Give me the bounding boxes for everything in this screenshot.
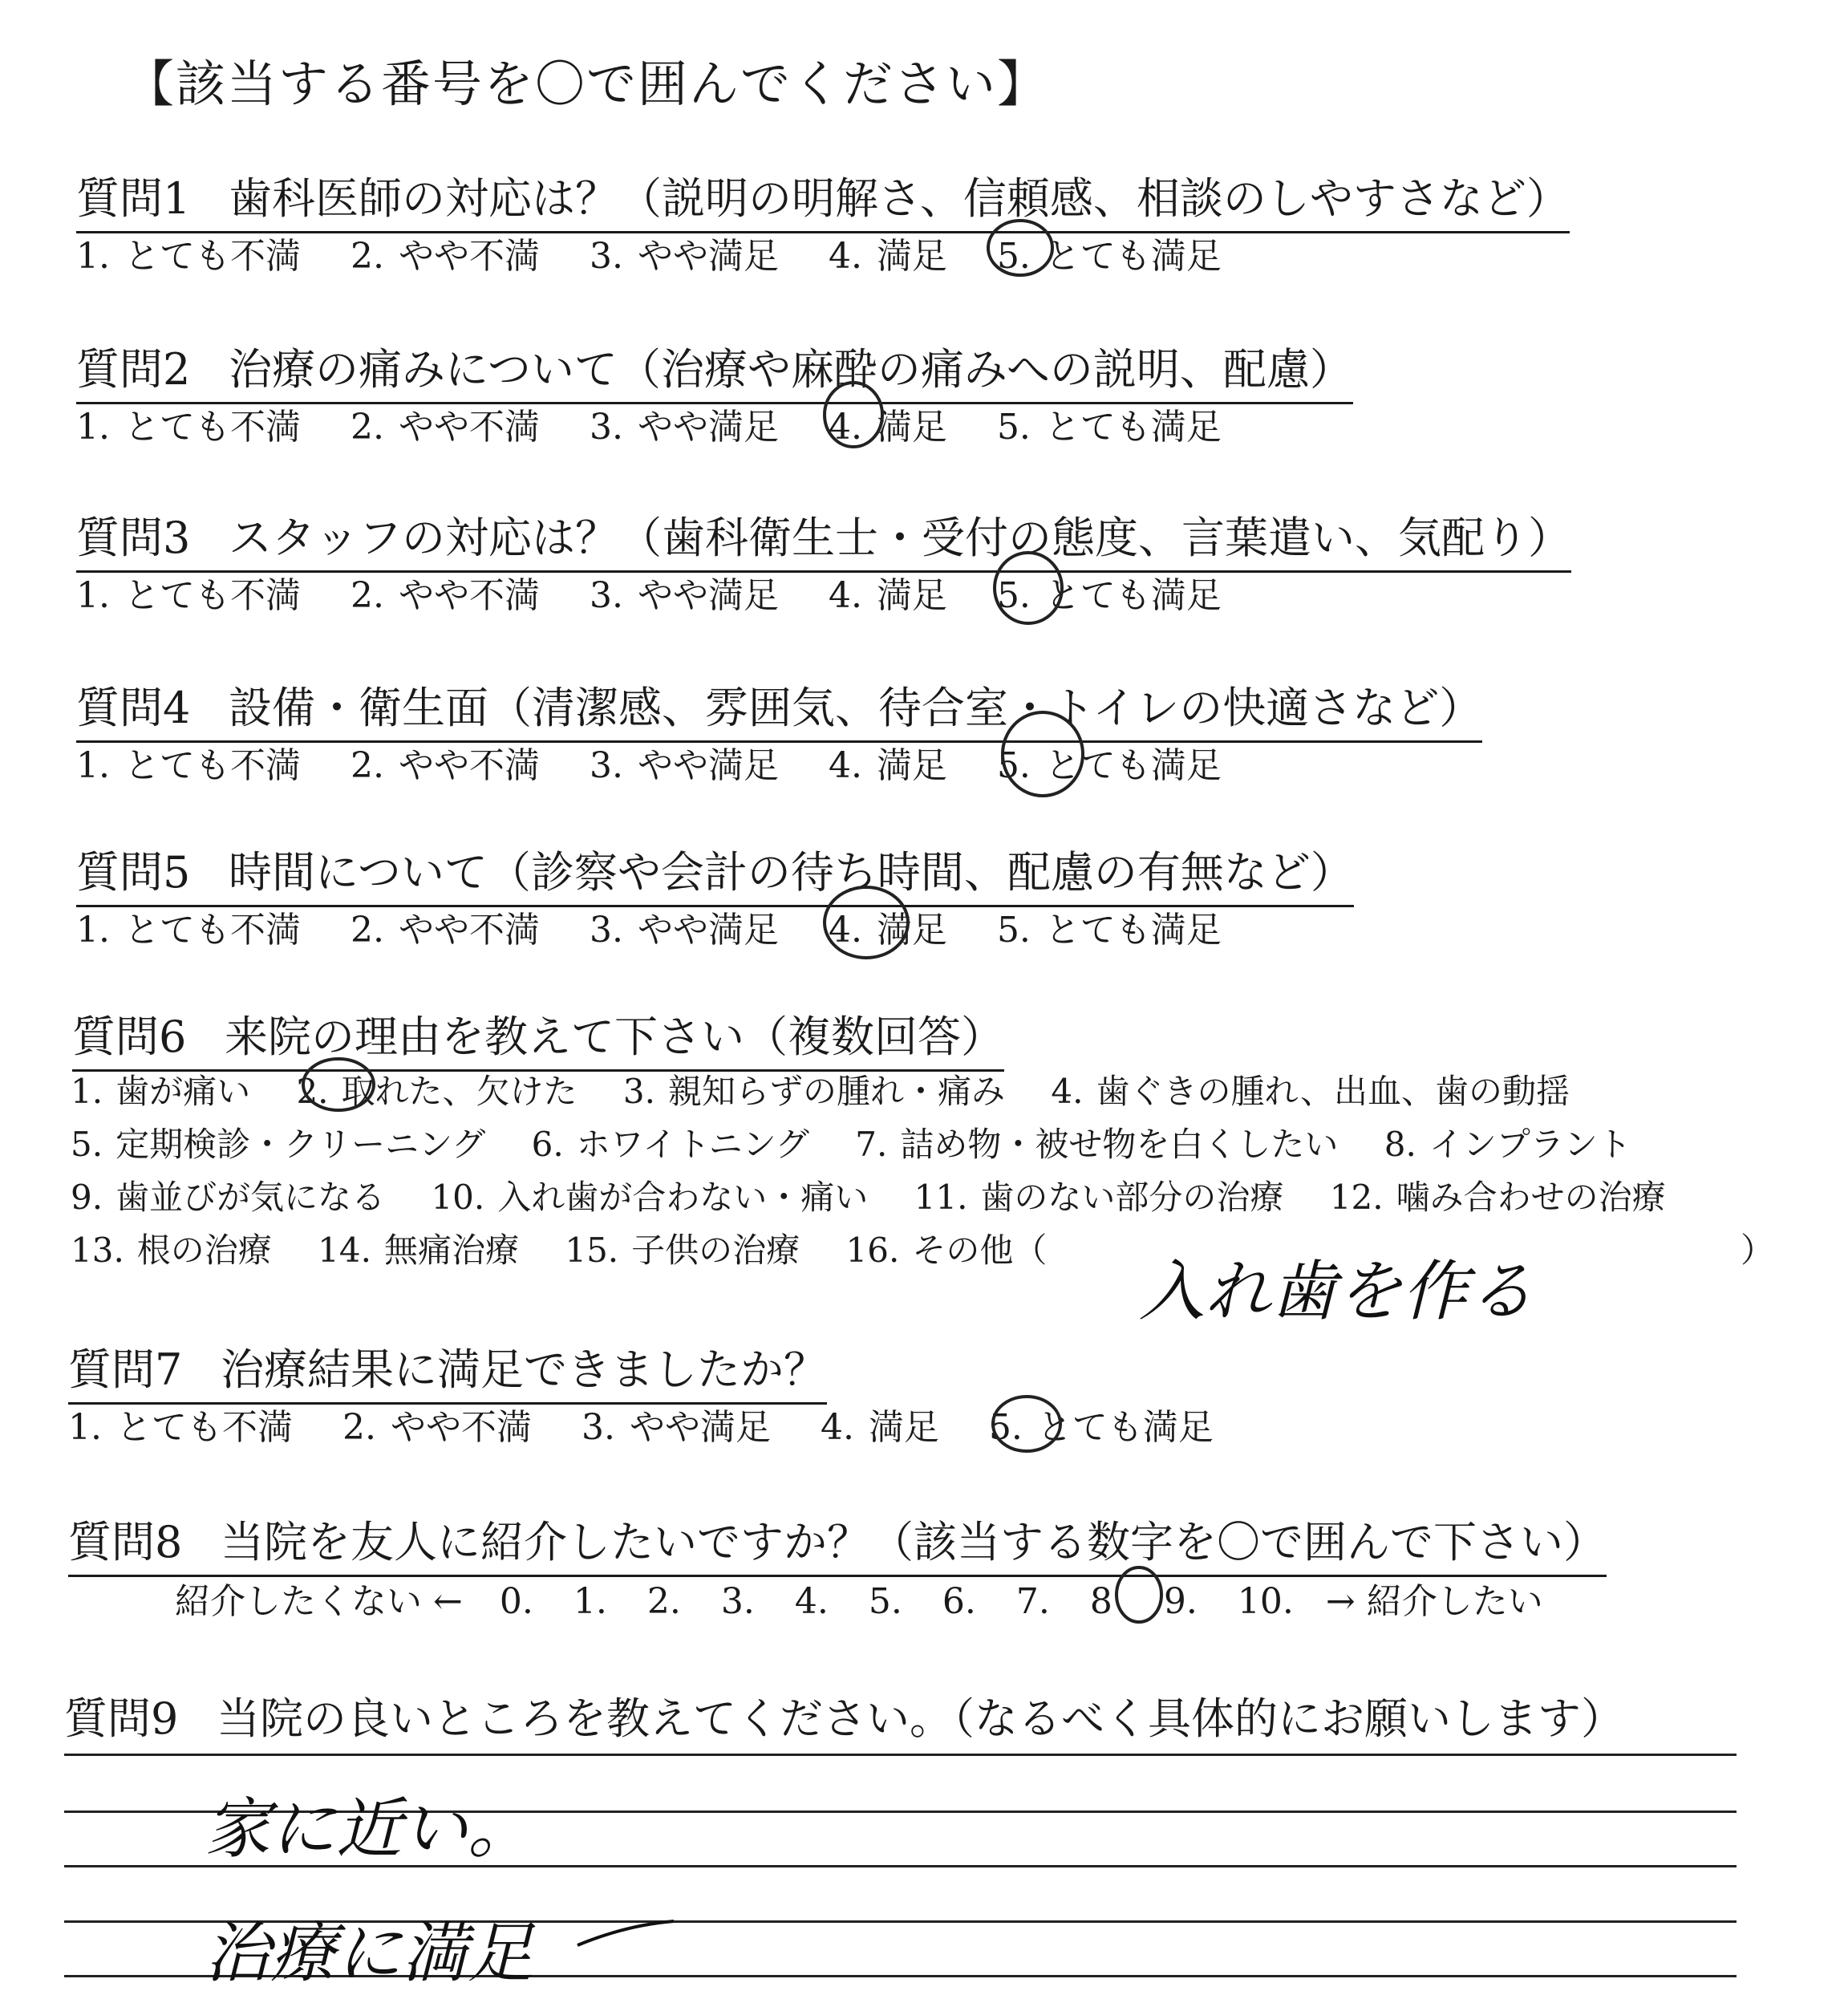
scale-1[interactable]: 1. (573, 1581, 607, 1622)
question-text: 来院の理由を教えて下さい（複数回答） (225, 1012, 1004, 1062)
q7-selection-circle (993, 1397, 1060, 1451)
scale-6[interactable]: 6. (942, 1581, 976, 1622)
question-number: 質問3 (76, 513, 191, 563)
reason-3-label[interactable]: 親知らずの腫れ・痛み (667, 1072, 1005, 1111)
question-text: 時間について（診察や会計の待ち時間、配慮の有無など） (229, 847, 1354, 898)
option-5-number[interactable]: 5. (996, 745, 1031, 786)
reason-7-number[interactable]: 7. (855, 1125, 888, 1164)
option-5-label[interactable]: とても満足 (1044, 236, 1222, 277)
question-number: 質問6 (72, 1012, 187, 1062)
question-text: 治療の痛みについて（治療や麻酔の痛みへの説明、配慮） (229, 344, 1353, 395)
option-5-label[interactable]: とても満足 (1044, 575, 1222, 616)
option-1-number[interactable]: 1. (68, 1407, 102, 1448)
option-2-label[interactable]: やや不満 (398, 910, 540, 951)
question-text: スタッフの対応は？（歯科衛生士・受付の態度、言葉遣い、気配り） (229, 513, 1571, 563)
option-3-label[interactable]: やや満足 (629, 1407, 771, 1448)
scale-10[interactable]: 10. (1237, 1581, 1294, 1622)
option-5-number[interactable]: 5. (996, 407, 1031, 448)
option-2-label[interactable]: やや不満 (398, 236, 540, 277)
option-1-label[interactable]: とても不満 (124, 910, 301, 951)
option-3-label[interactable]: やや満足 (637, 745, 779, 786)
reason-6-number[interactable]: 6. (531, 1125, 564, 1164)
option-1-number[interactable]: 1. (76, 745, 110, 786)
reason-9-label[interactable]: 歯並びが気になる (116, 1178, 386, 1217)
q1-selection-circle (988, 221, 1052, 275)
reason-11-number[interactable]: 11. (914, 1178, 968, 1217)
scale-4[interactable]: 4. (794, 1581, 829, 1622)
option-4-label[interactable]: 満足 (868, 1407, 939, 1448)
question-text: 当院を友人に紹介したいですか？（該当する数字を〇で囲んで下さい） (221, 1517, 1607, 1567)
q3-selection-circle (995, 553, 1062, 623)
option-4-label[interactable]: 満足 (876, 575, 947, 616)
option-5-label[interactable]: とても満足 (1044, 745, 1222, 786)
reason-13-label[interactable]: 根の治療 (136, 1231, 272, 1270)
reason-8-label[interactable]: インプラント (1429, 1125, 1631, 1164)
reason-7-label[interactable]: 詰め物・被せ物を白くしたい (900, 1125, 1339, 1164)
page-title: 【該当する番号を〇で囲んでください】 (124, 55, 1049, 113)
option-3-label[interactable]: やや満足 (637, 407, 779, 448)
option-2-number[interactable]: 2. (350, 910, 384, 951)
option-5-number[interactable]: 5. (996, 575, 1031, 616)
question-number: 質問5 (76, 847, 191, 898)
option-3-number[interactable]: 3. (589, 407, 623, 448)
option-1-number[interactable]: 1. (76, 407, 110, 448)
question-number: 質問1 (76, 173, 191, 224)
reason-15-label[interactable]: 子供の治療 (631, 1231, 800, 1270)
option-2-number[interactable]: 2. (342, 1407, 376, 1448)
other-handwritten-answer[interactable]: 入れ歯を作る (1139, 1254, 1534, 1330)
question-text: 治療結果に満足できましたか？ (221, 1344, 827, 1395)
reason-1-number[interactable]: 1. (71, 1072, 103, 1111)
reason-5-number[interactable]: 5. (71, 1125, 103, 1164)
reason-4-number[interactable]: 4. (1051, 1072, 1084, 1111)
option-3-number[interactable]: 3. (589, 745, 623, 786)
option-2-label[interactable]: やや不満 (398, 575, 540, 616)
option-4-number[interactable]: 4. (828, 407, 862, 448)
scale-5[interactable]: 5. (868, 1581, 902, 1622)
option-3-number[interactable]: 3. (589, 910, 623, 951)
scale-left-label: 紹介したくない ← (175, 1581, 463, 1622)
reason-9-number[interactable]: 9. (71, 1178, 103, 1217)
option-5-label[interactable]: とても満足 (1036, 1407, 1214, 1448)
option-4-number[interactable]: 4. (828, 745, 862, 786)
option-1-label[interactable]: とても不満 (124, 575, 301, 616)
question-number: 質問8 (68, 1517, 183, 1567)
option-3-label[interactable]: やや満足 (637, 575, 779, 616)
option-2-number[interactable]: 2. (350, 575, 384, 616)
q6-selection-circle (303, 1059, 374, 1110)
option-2-label[interactable]: やや不満 (390, 1407, 532, 1448)
option-5-number[interactable]: 5. (988, 1407, 1023, 1448)
q9-handwritten-answer-1[interactable]: 家に近い。 (205, 1791, 533, 1867)
reason-4-label[interactable]: 歯ぐきの腫れ、出血、歯の動揺 (1096, 1072, 1570, 1111)
question-number: 質問7 (68, 1344, 183, 1395)
question-text: 設備・衛生面（清潔感、雰囲気、待合室・トイレの快適さなど） (229, 683, 1483, 733)
scale-2[interactable]: 2. (646, 1581, 681, 1622)
reason-12-number[interactable]: 12. (1329, 1178, 1384, 1217)
option-1-number[interactable]: 1. (76, 910, 110, 951)
scale-7[interactable]: 7. (1015, 1581, 1050, 1622)
option-2-number[interactable]: 2. (350, 236, 384, 277)
option-4-label[interactable]: 満足 (876, 236, 947, 277)
option-4-label[interactable]: 満足 (876, 745, 947, 786)
reason-8-number[interactable]: 8. (1384, 1125, 1416, 1164)
reason-14-label[interactable]: 無痛治療 (383, 1231, 519, 1270)
option-5-label[interactable]: とても満足 (1044, 910, 1222, 951)
reason-11-label[interactable]: 歯のない部分の治療 (980, 1178, 1284, 1217)
q2-selection-circle (825, 383, 882, 447)
reason-10-number[interactable]: 10. (431, 1178, 485, 1217)
option-4-number[interactable]: 4. (820, 1407, 854, 1448)
reason-6-label[interactable]: ホワイトニング (576, 1125, 809, 1164)
question-number: 質問9 (64, 1693, 179, 1744)
option-1-label[interactable]: とても不満 (124, 407, 301, 448)
reason-2-label[interactable]: 取れた、欠けた (341, 1072, 578, 1111)
reason-1-label[interactable]: 歯が痛い (116, 1072, 251, 1111)
option-3-label[interactable]: やや満足 (637, 236, 779, 277)
option-1-number[interactable]: 1. (76, 236, 110, 277)
option-2-label[interactable]: やや不満 (398, 407, 540, 448)
q8-selection-circle (1116, 1567, 1161, 1622)
question-text: 当院の良いところを教えてください。（なるべく具体的にお願いします） (217, 1693, 1624, 1744)
option-1-label[interactable]: とても不満 (124, 745, 301, 786)
q4-selection-circle (1003, 712, 1083, 796)
option-3-label[interactable]: やや満足 (637, 910, 779, 951)
option-1-label[interactable]: とても不満 (124, 236, 301, 277)
reason-12-label[interactable]: 噛み合わせの治療 (1396, 1178, 1666, 1217)
option-4-label[interactable]: 満足 (876, 407, 947, 448)
reason-13-number[interactable]: 13. (71, 1231, 124, 1270)
question-number: 質問4 (76, 683, 191, 733)
other-close-paren: ） (1741, 1231, 1775, 1270)
option-5-label[interactable]: とても満足 (1044, 407, 1222, 448)
reason-2-number[interactable]: 2. (296, 1072, 329, 1111)
option-2-number[interactable]: 2. (350, 745, 384, 786)
option-1-number[interactable]: 1. (76, 575, 110, 616)
reason-15-number[interactable]: 15. (565, 1231, 619, 1270)
scale-3[interactable]: 3. (720, 1581, 755, 1622)
option-4-number[interactable]: 4. (828, 236, 862, 277)
handwriting-stroke (578, 1921, 674, 1945)
question-text: 歯科医師の対応は？（説明の明解さ、信頼感、相談のしやすさなど） (229, 173, 1570, 224)
option-2-number[interactable]: 2. (350, 407, 384, 448)
option-5-number[interactable]: 5. (996, 236, 1031, 277)
option-3-number[interactable]: 3. (589, 236, 623, 277)
reason-5-label[interactable]: 定期検診・クリーニング (116, 1125, 486, 1164)
option-4-number[interactable]: 4. (828, 575, 862, 616)
scale-right-label: → 紹介したい (1325, 1581, 1543, 1622)
question-number: 質問2 (76, 344, 191, 395)
option-4-label[interactable]: 満足 (876, 910, 947, 951)
q5-selection-circle (825, 887, 908, 958)
q9-handwritten-answer-2[interactable]: 治療に満足 (205, 1916, 533, 1992)
reason-14-number[interactable]: 14. (318, 1231, 371, 1270)
option-3-number[interactable]: 3. (589, 575, 623, 616)
scale-9[interactable]: 9. (1163, 1581, 1198, 1622)
scale-0[interactable]: 0. (499, 1581, 533, 1622)
reason-16-number[interactable]: 16. (845, 1231, 900, 1270)
option-2-label[interactable]: やや不満 (398, 745, 540, 786)
reason-10-label[interactable]: 入れ歯が合わない・痛い (497, 1178, 869, 1217)
reason-3-number[interactable]: 3. (622, 1072, 655, 1111)
option-4-number[interactable]: 4. (828, 910, 862, 951)
reason-16-label[interactable]: その他（ (912, 1231, 1048, 1270)
scale-8[interactable]: 8 (1089, 1581, 1112, 1622)
option-3-number[interactable]: 3. (581, 1407, 615, 1448)
option-1-label[interactable]: とても不満 (116, 1407, 293, 1448)
option-5-number[interactable]: 5. (996, 910, 1031, 951)
